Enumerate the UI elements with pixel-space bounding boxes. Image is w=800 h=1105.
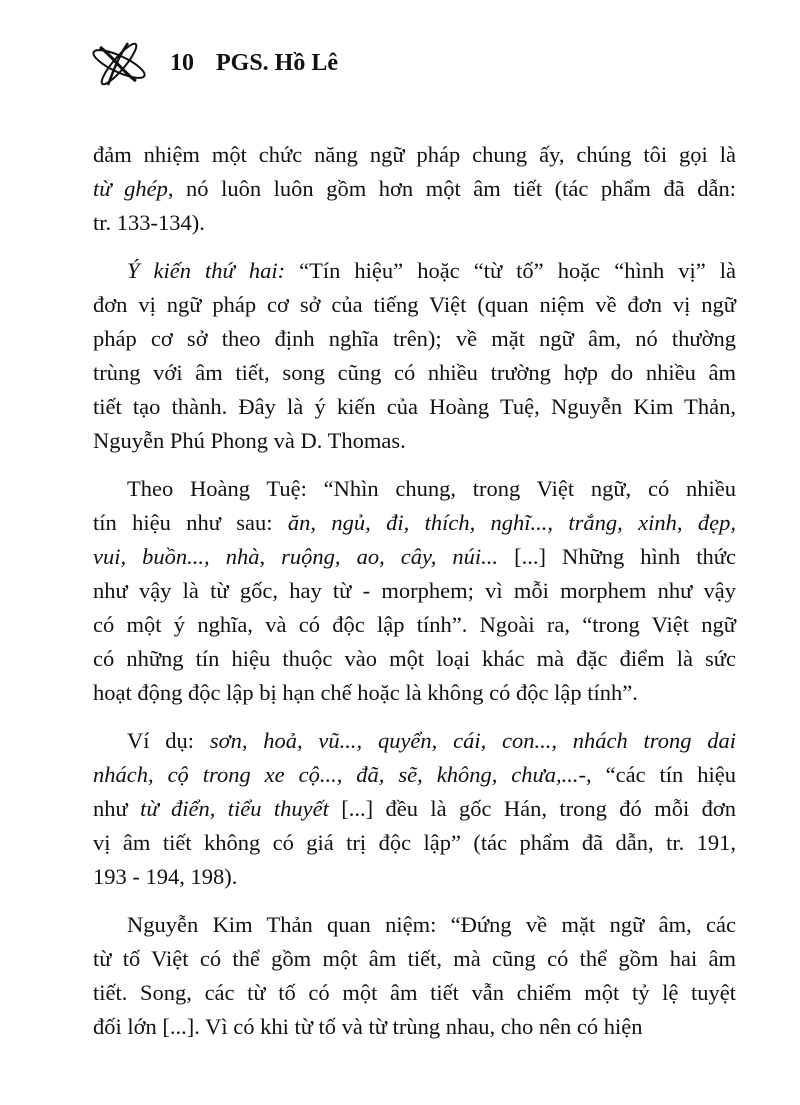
text-run: Nguyễn Phú Phong và D. Thomas. (93, 428, 406, 453)
text-run: tín hiệu như sau: (93, 510, 288, 535)
text-line (93, 826, 736, 860)
text-run: [...] đều là gốc Hán, trong đó mỗi đơn (328, 796, 736, 821)
text-line (93, 424, 736, 458)
paragraph (93, 472, 736, 710)
text-line (93, 608, 736, 642)
text-run: đảm nhiệm một chức năng ngữ pháp chung ấy, chúng tôi gọi là (93, 142, 736, 167)
text-line (93, 642, 736, 676)
text-line (93, 138, 736, 172)
italic-text: ăn, ngủ, đi, thích, nghĩ..., trắng, xinh, đẹp, (287, 510, 736, 535)
text-run: như vậy là từ gốc, hay từ - morphem; vì mỗi morphem như vậy (93, 578, 736, 603)
text-run: vị âm tiết không có giá trị độc lập” (tác phẩm đã dẫn, tr. 191, (93, 830, 736, 855)
text-line (93, 1010, 736, 1044)
text-line (93, 574, 736, 608)
body-text (93, 138, 736, 1058)
text-run: pháp cơ sở theo định nghĩa trên); về mặt ngữ âm, nó thường (93, 326, 736, 351)
text-run: Ví dụ: (127, 728, 210, 753)
text-run: 193 - 194, 198). (93, 864, 238, 889)
text-line (93, 472, 736, 506)
italic-text: nhách, cộ trong xe cộ..., đã, sẽ, không, chưa,...- (93, 762, 587, 787)
text-line (93, 322, 736, 356)
text-run: tiết. Song, các từ tố có một âm tiết vẫn chiếm một tỷ lệ tuyệt (93, 980, 736, 1005)
text-line (93, 206, 736, 240)
paragraph (93, 254, 736, 458)
text-line (93, 792, 736, 826)
italic-text: từ ghép (93, 176, 168, 201)
text-run: từ tố Việt có thể gồm một âm tiết, mà cũng có thể gồm hai âm (93, 946, 736, 971)
text-run: đơn vị ngữ pháp cơ sở của tiếng Việt (quan niệm về đơn vị ngữ (93, 292, 736, 317)
text-line (93, 942, 736, 976)
text-line (93, 254, 736, 288)
text-line (93, 758, 736, 792)
italic-text: vui, buồn..., nhà, ruộng, ao, cây, núi... (93, 544, 499, 569)
text-line (93, 288, 736, 322)
text-run: tiết tạo thành. Đây là ý kiến của Hoàng Tuệ, Nguyễn Kim Thản, (93, 394, 736, 419)
page-number: 10 (170, 49, 194, 76)
italic-text: sơn, hoả, vũ..., quyển, cái, con..., nhách trong dai (209, 728, 736, 753)
decorative-ornament-icon (88, 37, 150, 89)
text-run: đối lớn [...]. Vì có khi từ tố và từ trùng nhau, cho nên có hiện (93, 1014, 643, 1039)
text-run: , “các tín hiệu (586, 762, 736, 787)
text-run: tr. 133-134). (93, 210, 205, 235)
running-header-author: PGS. Hồ Lê (216, 49, 339, 76)
italic-text: Ý kiến thứ hai: (127, 258, 286, 283)
text-line (93, 506, 736, 540)
text-run: [...] Những hình thức (498, 544, 736, 569)
text-line (93, 172, 736, 206)
text-line (93, 976, 736, 1010)
text-run: hoạt động độc lập bị hạn chế hoặc là không có độc lập tính”. (93, 680, 638, 705)
text-run: trùng với âm tiết, song cũng có nhiều trường hợp do nhiều âm (93, 360, 736, 385)
italic-text: từ điển, tiểu thuyết (140, 796, 329, 821)
text-run: “Tín hiệu” hoặc “từ tố” hoặc “hình vị” là (285, 258, 736, 283)
text-run: Theo Hoàng Tuệ: “Nhìn chung, trong Việt ngữ, có nhiều (127, 476, 736, 501)
text-line (93, 356, 736, 390)
text-run: như (93, 796, 141, 821)
paragraph (93, 138, 736, 240)
text-run: , nó luôn luôn gồm hơn một âm tiết (tác phẩm đã dẫn: (167, 176, 737, 201)
text-line (93, 724, 736, 758)
text-run: có những tín hiệu thuộc vào một loại khác mà đặc điểm là sức (93, 646, 736, 671)
paragraph (93, 908, 736, 1044)
text-run: có một ý nghĩa, và có độc lập tính”. Ngoài ra, “trong Việt ngữ (93, 612, 736, 637)
text-line (93, 860, 736, 894)
text-line (93, 908, 736, 942)
paragraph (93, 724, 736, 894)
text-run: Nguyễn Kim Thản quan niệm: “Đứng về mặt ngữ âm, các (127, 912, 736, 937)
text-line (93, 390, 736, 424)
running-header (88, 38, 338, 88)
text-line (93, 540, 736, 574)
text-line (93, 676, 736, 710)
